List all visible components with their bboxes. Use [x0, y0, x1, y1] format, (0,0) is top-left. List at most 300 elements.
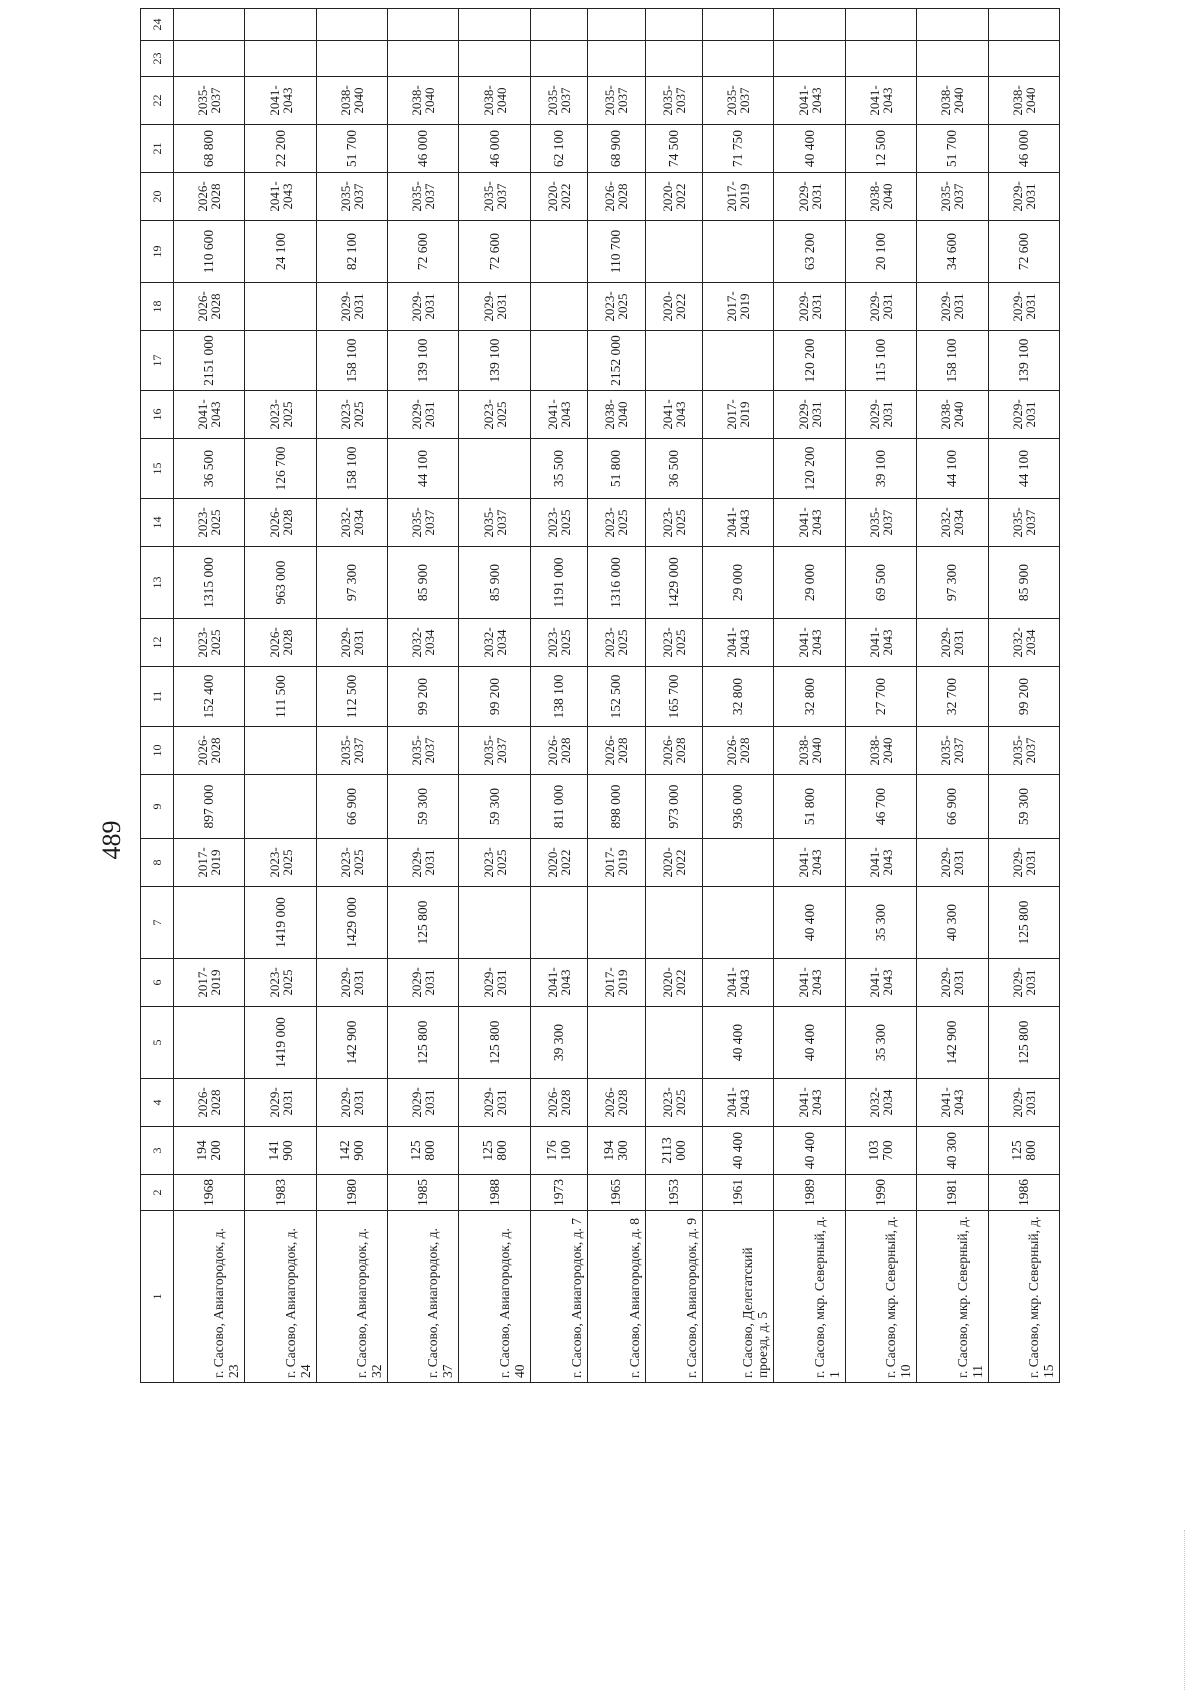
period-cell: 2041-2043	[774, 77, 845, 125]
period-cell: 2035-2037	[530, 77, 587, 125]
table-cell: 29 000	[703, 547, 774, 619]
period-cell: 2041-2043	[245, 77, 316, 125]
table-cell: 152 400	[174, 667, 245, 727]
period-cell: 2017-2019	[588, 839, 645, 887]
table-cell: 142 900	[316, 1007, 387, 1079]
capital-repair-schedule-table	[140, 8, 1060, 1383]
table-cell	[174, 9, 245, 41]
table-cell	[245, 775, 316, 839]
period-cell: 2023-2025	[459, 391, 530, 439]
period-cell: 2035-2037	[988, 499, 1060, 547]
table-cell	[645, 887, 702, 959]
table-cell	[316, 9, 387, 41]
table-cell	[645, 41, 702, 77]
table-cell: 35 300	[845, 887, 916, 959]
period-cell: 2041-2043	[174, 391, 245, 439]
table-cell	[588, 887, 645, 959]
table-cell	[388, 41, 459, 77]
table-cell: 1990	[845, 1175, 916, 1211]
table-cell: 1988	[459, 1175, 530, 1211]
period-cell: 2029-2031	[988, 391, 1060, 439]
period-cell: 2017-2019	[174, 959, 245, 1007]
table-cell: 46 000	[459, 125, 530, 173]
period-cell: 2020-2022	[645, 173, 702, 221]
period-cell: 2029-2031	[774, 391, 845, 439]
table-cell: 99 200	[988, 667, 1060, 727]
table-cell: 39 300	[530, 1007, 587, 1079]
table-cell: 39 100	[845, 439, 916, 499]
table-cell: 110 700	[588, 221, 645, 283]
table-cell: 63 200	[774, 221, 845, 283]
header-cell: 18	[141, 283, 174, 331]
table-cell: 165 700	[645, 667, 702, 727]
address-cell: г. Сасово, Авиагородок, д. 7	[530, 1211, 587, 1383]
header-cell: 2	[141, 1175, 174, 1211]
period-cell: 2032-2034	[988, 619, 1060, 667]
period-cell: 2041-2043	[645, 391, 702, 439]
period-cell: 2041-2043	[845, 619, 916, 667]
address-cell: г. Сасово, мкр. Северный, д. 1	[774, 1211, 845, 1383]
table-cell: 111 500	[245, 667, 316, 727]
period-cell: 2035-2037	[703, 77, 774, 125]
table-cell: 69 500	[845, 547, 916, 619]
table-cell: 20 100	[845, 221, 916, 283]
table-row	[316, 9, 387, 1383]
period-cell: 2029-2031	[917, 959, 988, 1007]
table-cell: 35 500	[530, 439, 587, 499]
header-cell: 15	[141, 439, 174, 499]
table-cell	[174, 887, 245, 959]
table-cell: 66 900	[917, 775, 988, 839]
period-cell: 2023-2025	[530, 499, 587, 547]
period-cell: 2026-2028	[174, 1079, 245, 1127]
header-cell: 6	[141, 959, 174, 1007]
header-cell: 9	[141, 775, 174, 839]
address-cell: г. Сасово, мкр. Северный, д. 11	[917, 1211, 988, 1383]
table-cell: 897 000	[174, 775, 245, 839]
table-cell: 99 200	[459, 667, 530, 727]
table-cell: 27 700	[845, 667, 916, 727]
table-cell: 46 000	[988, 125, 1060, 173]
table-cell: 2152 000	[588, 331, 645, 391]
table-cell	[530, 283, 587, 331]
period-cell: 2023-2025	[588, 499, 645, 547]
period-cell: 2041-2043	[703, 499, 774, 547]
table-cell: 126 700	[245, 439, 316, 499]
table-cell: 141 900	[245, 1127, 316, 1175]
table-cell: 1419 000	[245, 887, 316, 959]
header-cell: 16	[141, 391, 174, 439]
table-cell: 66 900	[316, 775, 387, 839]
period-cell: 2023-2025	[588, 619, 645, 667]
period-cell: 2026-2028	[530, 727, 587, 775]
table-cell: 1429 000	[645, 547, 702, 619]
table-cell: 51 700	[316, 125, 387, 173]
period-cell: 2035-2037	[388, 499, 459, 547]
table-cell	[174, 41, 245, 77]
table-cell: 139 100	[388, 331, 459, 391]
table-cell: 152 500	[588, 667, 645, 727]
period-cell: 2023-2025	[316, 391, 387, 439]
table-cell: 115 100	[845, 331, 916, 391]
table-cell: 963 000	[245, 547, 316, 619]
table-cell: 51 800	[774, 775, 845, 839]
table-cell: 68 900	[588, 125, 645, 173]
table-cell: 46 700	[845, 775, 916, 839]
table-row	[530, 9, 587, 1383]
table-cell: 142 900	[316, 1127, 387, 1175]
period-cell: 2032-2034	[316, 499, 387, 547]
table-cell: 32 800	[703, 667, 774, 727]
table-cell: 158 100	[917, 331, 988, 391]
address-cell: г. Сасово, Авиагородок, д. 9	[645, 1211, 702, 1383]
table-cell: 1989	[774, 1175, 845, 1211]
table-cell	[645, 331, 702, 391]
period-cell: 2032-2034	[845, 1079, 916, 1127]
period-cell: 2029-2031	[459, 283, 530, 331]
table-cell: 1968	[174, 1175, 245, 1211]
table-cell	[703, 887, 774, 959]
header-cell: 20	[141, 173, 174, 221]
period-cell: 2029-2031	[316, 1079, 387, 1127]
table-cell: 72 600	[459, 221, 530, 283]
table-row	[174, 9, 245, 1383]
table-cell: 1965	[588, 1175, 645, 1211]
period-cell: 2035-2037	[917, 727, 988, 775]
table-cell	[530, 221, 587, 283]
period-cell: 2029-2031	[988, 173, 1060, 221]
table-cell	[774, 9, 845, 41]
period-cell: 2026-2028	[530, 1079, 587, 1127]
table-cell	[245, 331, 316, 391]
table-cell: 40 400	[774, 125, 845, 173]
period-cell: 2035-2037	[174, 77, 245, 125]
table-cell: 158 100	[316, 331, 387, 391]
period-cell: 2029-2031	[316, 959, 387, 1007]
period-cell: 2038-2040	[917, 77, 988, 125]
header-cell: 10	[141, 727, 174, 775]
header-cell: 23	[141, 41, 174, 77]
table-cell: 125 800	[459, 1127, 530, 1175]
period-cell: 2041-2043	[774, 499, 845, 547]
table-cell: 68 800	[174, 125, 245, 173]
table-cell: 82 100	[316, 221, 387, 283]
table-cell: 1953	[645, 1175, 702, 1211]
period-cell: 2035-2037	[917, 173, 988, 221]
period-cell: 2017-2019	[588, 959, 645, 1007]
table-cell: 97 300	[316, 547, 387, 619]
period-cell: 2020-2022	[645, 959, 702, 1007]
period-cell: 2029-2031	[316, 619, 387, 667]
period-cell: 2035-2037	[459, 499, 530, 547]
period-cell: 2035-2037	[645, 77, 702, 125]
address-cell: г. Сасово, мкр. Северный, д. 15	[988, 1211, 1060, 1383]
table-cell	[245, 727, 316, 775]
period-cell: 2023-2025	[588, 283, 645, 331]
header-cell: 13	[141, 547, 174, 619]
table-cell: 72 600	[388, 221, 459, 283]
period-cell: 2029-2031	[459, 1079, 530, 1127]
table-cell	[774, 41, 845, 77]
table-cell: 44 100	[388, 439, 459, 499]
header-cell: 21	[141, 125, 174, 173]
period-cell: 2026-2028	[645, 727, 702, 775]
table-cell: 139 100	[459, 331, 530, 391]
table-cell: 138 100	[530, 667, 587, 727]
period-cell: 2026-2028	[588, 1079, 645, 1127]
table-cell: 72 600	[988, 221, 1060, 283]
table-cell	[459, 41, 530, 77]
header-row	[141, 9, 174, 1383]
table-cell	[530, 41, 587, 77]
table-cell: 51 700	[917, 125, 988, 173]
period-cell: 2041-2043	[530, 391, 587, 439]
table-cell: 36 500	[174, 439, 245, 499]
table-cell: 12 500	[845, 125, 916, 173]
page-number: 489	[97, 820, 126, 860]
period-cell: 2041-2043	[917, 1079, 988, 1127]
table-cell: 59 300	[988, 775, 1060, 839]
period-cell: 2029-2031	[388, 391, 459, 439]
rotated-table-container	[140, 18, 1060, 1383]
table-cell: 32 700	[917, 667, 988, 727]
period-cell: 2029-2031	[388, 839, 459, 887]
period-cell: 2023-2025	[245, 839, 316, 887]
period-cell: 2029-2031	[988, 839, 1060, 887]
period-cell: 2029-2031	[388, 959, 459, 1007]
table-cell: 936 000	[703, 775, 774, 839]
table-cell: 40 300	[917, 887, 988, 959]
period-cell: 2017-2019	[174, 839, 245, 887]
table-cell	[845, 9, 916, 41]
table-cell: 194 200	[174, 1127, 245, 1175]
period-cell: 2017-2019	[703, 173, 774, 221]
period-cell: 2023-2025	[174, 499, 245, 547]
period-cell: 2041-2043	[845, 959, 916, 1007]
table-cell	[245, 9, 316, 41]
period-cell: 2023-2025	[645, 1079, 702, 1127]
period-cell: 2041-2043	[530, 959, 587, 1007]
period-cell: 2029-2031	[845, 391, 916, 439]
period-cell: 2038-2040	[588, 391, 645, 439]
address-cell: г. Сасово, Авиагородок, д. 40	[459, 1211, 530, 1383]
table-cell: 99 200	[388, 667, 459, 727]
period-cell: 2026-2028	[588, 727, 645, 775]
table-cell	[703, 439, 774, 499]
period-cell: 2038-2040	[774, 727, 845, 775]
table-cell: 40 300	[917, 1127, 988, 1175]
table-row	[459, 9, 530, 1383]
table-cell	[703, 41, 774, 77]
table-cell: 24 100	[245, 221, 316, 283]
table-cell	[245, 41, 316, 77]
table-row	[703, 9, 774, 1383]
period-cell: 2035-2037	[588, 77, 645, 125]
table-cell: 125 800	[388, 1007, 459, 1079]
table-cell: 46 000	[388, 125, 459, 173]
table-cell: 811 000	[530, 775, 587, 839]
table-cell	[530, 887, 587, 959]
header-cell: 3	[141, 1127, 174, 1175]
period-cell: 2029-2031	[388, 283, 459, 331]
table-cell: 112 500	[316, 667, 387, 727]
table-cell	[988, 41, 1060, 77]
period-cell: 2035-2037	[388, 173, 459, 221]
header-cell: 5	[141, 1007, 174, 1079]
period-cell: 2035-2037	[459, 727, 530, 775]
table-cell	[245, 283, 316, 331]
table-cell	[530, 9, 587, 41]
period-cell: 2035-2037	[988, 727, 1060, 775]
table-cell: 34 600	[917, 221, 988, 283]
table-cell: 85 900	[459, 547, 530, 619]
table-cell: 40 400	[774, 887, 845, 959]
period-cell: 2017-2019	[703, 283, 774, 331]
table-cell	[588, 9, 645, 41]
period-cell: 2035-2037	[459, 173, 530, 221]
table-cell: 103 700	[845, 1127, 916, 1175]
period-cell: 2035-2037	[316, 173, 387, 221]
period-cell: 2020-2022	[645, 283, 702, 331]
period-cell: 2026-2028	[174, 283, 245, 331]
table-cell: 59 300	[459, 775, 530, 839]
table-cell: 85 900	[388, 547, 459, 619]
table-cell: 125 800	[459, 1007, 530, 1079]
table-row	[917, 9, 988, 1383]
period-cell: 2029-2031	[917, 283, 988, 331]
table-cell: 142 900	[917, 1007, 988, 1079]
header-cell: 8	[141, 839, 174, 887]
table-cell: 2113 000	[645, 1127, 702, 1175]
table-cell	[459, 887, 530, 959]
period-cell: 2029-2031	[988, 1079, 1060, 1127]
table-cell: 973 000	[645, 775, 702, 839]
table-row	[388, 9, 459, 1383]
period-cell: 2035-2037	[388, 727, 459, 775]
period-cell: 2038-2040	[988, 77, 1060, 125]
table-cell: 36 500	[645, 439, 702, 499]
table-cell: 85 900	[988, 547, 1060, 619]
table-cell: 40 400	[703, 1007, 774, 1079]
header-cell: 24	[141, 9, 174, 41]
table-cell	[917, 9, 988, 41]
period-cell: 2029-2031	[988, 959, 1060, 1007]
period-cell: 2041-2043	[845, 77, 916, 125]
table-cell: 71 750	[703, 125, 774, 173]
header-cell: 12	[141, 619, 174, 667]
period-cell: 2041-2043	[774, 959, 845, 1007]
table-cell: 898 000	[588, 775, 645, 839]
table-cell: 97 300	[917, 547, 988, 619]
table-cell: 1961	[703, 1175, 774, 1211]
table-cell: 1191 000	[530, 547, 587, 619]
period-cell: 2032-2034	[459, 619, 530, 667]
period-cell: 2041-2043	[703, 959, 774, 1007]
table-cell	[703, 839, 774, 887]
header-cell: 14	[141, 499, 174, 547]
table-cell: 44 100	[917, 439, 988, 499]
table-cell: 74 500	[645, 125, 702, 173]
table-cell: 35 300	[845, 1007, 916, 1079]
address-cell: г. Сасово, Авиагородок, д. 23	[174, 1211, 245, 1383]
address-cell: г. Сасово, Авиагородок, д. 37	[388, 1211, 459, 1383]
address-cell: г. Сасово, мкр. Северный, д. 10	[845, 1211, 916, 1383]
table-cell: 125 800	[388, 1127, 459, 1175]
table-cell	[588, 41, 645, 77]
table-cell: 1316 000	[588, 547, 645, 619]
period-cell: 2023-2025	[530, 619, 587, 667]
table-cell: 1973	[530, 1175, 587, 1211]
table-cell	[388, 9, 459, 41]
period-cell: 2041-2043	[703, 619, 774, 667]
table-cell: 125 800	[988, 1127, 1060, 1175]
table-cell	[988, 9, 1060, 41]
table-cell: 1983	[245, 1175, 316, 1211]
table-cell: 32 800	[774, 667, 845, 727]
address-cell: г. Сасово, Делегатский проезд, д. 5	[703, 1211, 774, 1383]
period-cell: 2029-2031	[316, 283, 387, 331]
header-cell: 17	[141, 331, 174, 391]
table-cell	[459, 9, 530, 41]
period-cell: 2038-2040	[459, 77, 530, 125]
period-cell: 2029-2031	[459, 959, 530, 1007]
period-cell: 2023-2025	[459, 839, 530, 887]
table-cell: 158 100	[316, 439, 387, 499]
table-cell: 51 800	[588, 439, 645, 499]
table-cell: 1315 000	[174, 547, 245, 619]
period-cell: 2026-2028	[245, 619, 316, 667]
period-cell: 2041-2043	[703, 1079, 774, 1127]
table-cell: 139 100	[988, 331, 1060, 391]
table-row	[245, 9, 316, 1383]
period-cell: 2026-2028	[174, 173, 245, 221]
table-frame	[140, 18, 1060, 1383]
period-cell: 2020-2022	[530, 173, 587, 221]
period-cell: 2026-2028	[245, 499, 316, 547]
period-cell: 2026-2028	[174, 727, 245, 775]
table-cell	[316, 41, 387, 77]
period-cell: 2038-2040	[917, 391, 988, 439]
period-cell: 2029-2031	[245, 1079, 316, 1127]
table-cell: 1419 000	[245, 1007, 316, 1079]
period-cell: 2029-2031	[917, 839, 988, 887]
header-cell: 4	[141, 1079, 174, 1127]
table-cell	[917, 41, 988, 77]
period-cell: 2038-2040	[388, 77, 459, 125]
address-cell: г. Сасово, Авиагородок, д. 8	[588, 1211, 645, 1383]
table-cell: 1985	[388, 1175, 459, 1211]
period-cell: 2038-2040	[316, 77, 387, 125]
period-cell: 2029-2031	[388, 1079, 459, 1127]
table-cell: 194 300	[588, 1127, 645, 1175]
table-cell: 44 100	[988, 439, 1060, 499]
period-cell: 2029-2031	[774, 283, 845, 331]
table-cell: 2151 000	[174, 331, 245, 391]
table-cell	[703, 9, 774, 41]
period-cell: 2023-2025	[645, 499, 702, 547]
table-cell: 29 000	[774, 547, 845, 619]
table-row	[774, 9, 845, 1383]
table-row	[645, 9, 702, 1383]
table-cell: 62 100	[530, 125, 587, 173]
period-cell: 2026-2028	[588, 173, 645, 221]
header-cell: 22	[141, 77, 174, 125]
period-cell: 2041-2043	[774, 839, 845, 887]
header-cell: 11	[141, 667, 174, 727]
table-cell	[703, 331, 774, 391]
scan-artifact	[1184, 1530, 1189, 1690]
table-cell: 22 200	[245, 125, 316, 173]
